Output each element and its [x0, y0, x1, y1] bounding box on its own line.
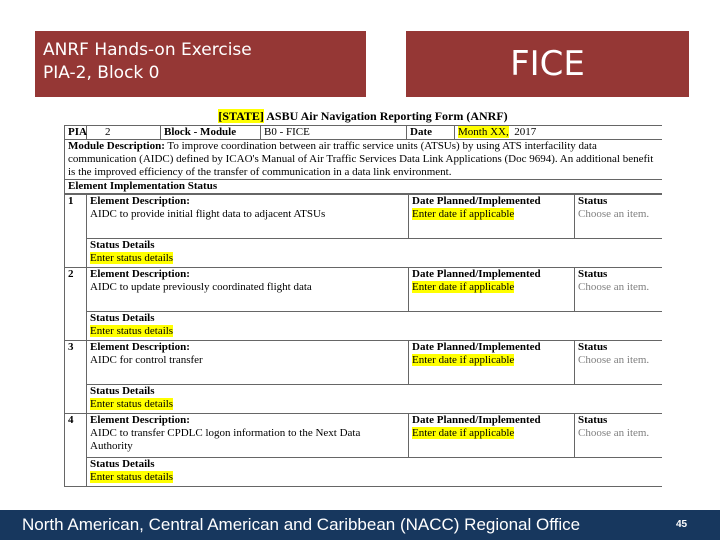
element-row: [65, 341, 663, 385]
status-details-label: Status Details: [90, 312, 155, 324]
module-title: FICE: [510, 44, 585, 84]
footer-bar: [0, 510, 720, 540]
element-row: [65, 268, 663, 312]
element-description-label: Element Description:: [90, 414, 190, 426]
status-details-input[interactable]: Enter status details: [90, 252, 174, 264]
status-label: Status: [578, 268, 608, 280]
element-status-heading: Element Implementation Status: [65, 180, 663, 194]
status-details-label: Status Details: [90, 458, 155, 470]
footer-office-name: North American, Central American and Caribbean (NACC) Regional Office: [22, 515, 581, 534]
status-cell: [575, 195, 663, 239]
module-description-label: Module Description:: [68, 140, 165, 152]
element-number: 1: [65, 195, 87, 268]
module-title-box: [406, 31, 689, 97]
date-planned-cell: [409, 195, 575, 239]
date-planned-cell: [409, 268, 575, 312]
form-title: [64, 108, 662, 125]
element-description-text: AIDC to provide initial flight data to adjacent ATSUs: [90, 208, 326, 220]
status-details-input[interactable]: Enter status details: [90, 325, 174, 337]
date-value[interactable]: [455, 126, 663, 140]
date-planned-cell: [409, 341, 575, 385]
date-planned-label: Date Planned/Implemented: [412, 195, 541, 207]
form-table: [64, 125, 662, 194]
status-details-label: Status Details: [90, 239, 155, 251]
pia-label: PIA: [65, 126, 87, 140]
status-details-row: [65, 458, 663, 487]
date-year: 2017: [514, 126, 537, 138]
element-description-cell: [87, 268, 409, 312]
exercise-title-line2: PIA-2, Block 0: [43, 63, 160, 83]
page-number: 45: [676, 519, 688, 530]
element-description-text: AIDC for control transfer: [90, 354, 203, 366]
status-details-row: [65, 239, 663, 268]
date-month: Month XX,: [458, 126, 509, 138]
status-cell: [575, 268, 663, 312]
status-details-cell: [87, 458, 663, 487]
status-label: Status: [578, 195, 608, 207]
status-dropdown[interactable]: Choose an item.: [578, 354, 650, 366]
status-dropdown[interactable]: Choose an item.: [578, 208, 650, 220]
block-value[interactable]: B0 - FICE: [261, 126, 407, 140]
exercise-title-box: [35, 31, 366, 97]
module-description-cell: [65, 140, 663, 180]
status-cell: [575, 414, 663, 458]
date-planned-input[interactable]: Enter date if applicable: [412, 354, 515, 366]
form-title-state: [STATE]: [218, 109, 264, 123]
status-details-row: [65, 385, 663, 414]
status-label: Status: [578, 341, 608, 353]
element-description-cell: [87, 414, 409, 458]
element-description-label: Element Description:: [90, 341, 190, 353]
status-details-input[interactable]: Enter status details: [90, 398, 174, 410]
element-description-text: AIDC to update previously coordinated flight data: [90, 281, 312, 293]
element-row: [65, 195, 663, 239]
module-description-text: To improve coordination between air traffic service units (ATSUs) by using ATS interfacility data communication (AIDC) defined by ICAO's Manual of Air Traffic Services Data Link Applications (Doc 9694). An additional benefit is the improved efficiency of the transfer of communication in a data link environment.: [68, 140, 654, 178]
status-details-row: [65, 312, 663, 341]
date-planned-input[interactable]: Enter date if applicable: [412, 281, 515, 293]
element-number: 2: [65, 268, 87, 341]
exercise-title-line1: ANRF Hands-on Exercise: [43, 40, 252, 60]
status-details-label: Status Details: [90, 385, 155, 397]
elements-table: [64, 194, 662, 487]
element-description-text: AIDC to transfer CPDLC logon information to the Next Data Authority: [90, 427, 361, 452]
date-planned-cell: [409, 414, 575, 458]
status-details-cell: [87, 239, 663, 268]
date-planned-label: Date Planned/Implemented: [412, 341, 541, 353]
date-planned-label: Date Planned/Implemented: [412, 414, 541, 426]
block-label: Block - Module: [161, 126, 261, 140]
status-details-input[interactable]: Enter status details: [90, 471, 174, 483]
status-label: Status: [578, 414, 608, 426]
status-dropdown[interactable]: Choose an item.: [578, 427, 650, 439]
element-number: 4: [65, 414, 87, 487]
pia-value[interactable]: 2: [87, 126, 161, 140]
element-number: 3: [65, 341, 87, 414]
date-label: Date: [407, 126, 455, 140]
status-dropdown[interactable]: Choose an item.: [578, 281, 650, 293]
element-description-cell: [87, 341, 409, 385]
date-planned-input[interactable]: Enter date if applicable: [412, 427, 515, 439]
status-details-cell: [87, 385, 663, 414]
status-details-cell: [87, 312, 663, 341]
element-description-cell: [87, 195, 409, 239]
date-planned-input[interactable]: Enter date if applicable: [412, 208, 515, 220]
form-title-text: ASBU Air Navigation Reporting Form (ANRF): [266, 109, 508, 123]
element-description-label: Element Description:: [90, 195, 190, 207]
anrf-form: [64, 108, 662, 496]
date-planned-label: Date Planned/Implemented: [412, 268, 541, 280]
element-description-label: Element Description:: [90, 268, 190, 280]
element-row: [65, 414, 663, 458]
status-cell: [575, 341, 663, 385]
